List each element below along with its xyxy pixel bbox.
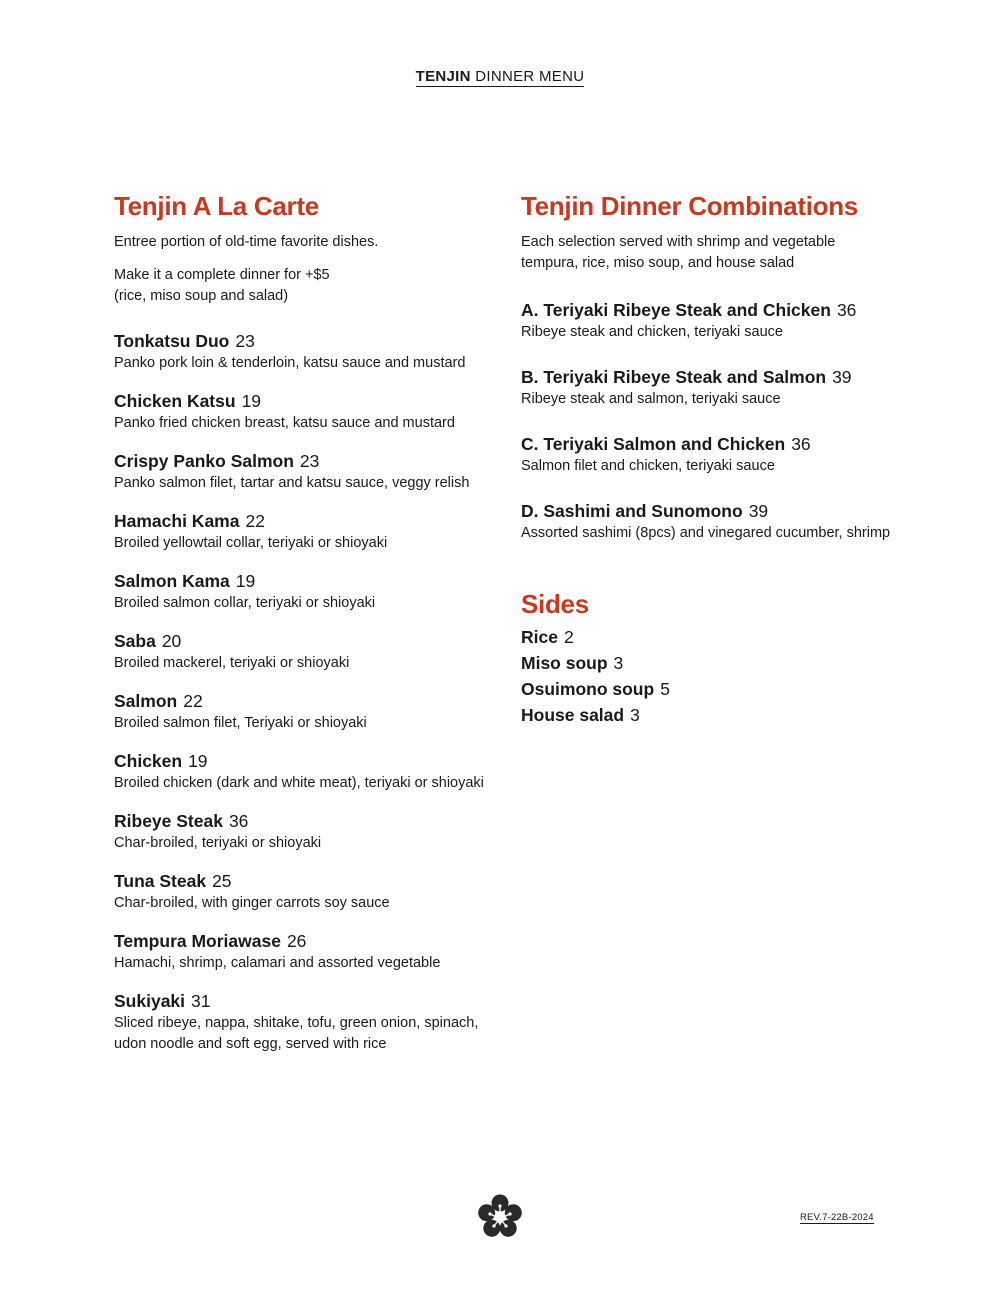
item-name: Osuimono soup [521, 679, 655, 699]
item-name: Crispy Panko Salmon [114, 451, 294, 471]
item-description-line-2: udon noodle and soft egg, served with rice [114, 1036, 387, 1052]
plum-blossom-crest-icon [477, 1194, 523, 1240]
menu-item [114, 869, 494, 914]
item-name: Tuna Steak [114, 871, 207, 891]
item-price: 36 [836, 300, 857, 320]
item-name: House salad [521, 705, 625, 725]
item-description-line-1: Sliced ribeye, nappa, shitake, tofu, green onion, spinach, [114, 1015, 479, 1031]
sides-title: Sides [521, 589, 589, 619]
item-name: Chicken Katsu [114, 391, 236, 411]
item-name: C. Teriyaki Salmon and Chicken [521, 434, 786, 454]
item-description: Panko fried chicken breast, katsu sauce and mustard [114, 415, 455, 431]
item-price: 36 [791, 434, 811, 454]
combination-item [521, 499, 921, 544]
item-description: Ribeye steak and chicken, teriyaki sauce [521, 324, 783, 340]
item-name: Chicken [114, 751, 183, 771]
menu-item [114, 569, 494, 614]
item-description: Broiled yellowtail collar, teriyaki or shioyaki [114, 535, 388, 551]
alacarte-intro: Entree portion of old-time favorite dishes. [114, 234, 379, 250]
menu-item [114, 629, 494, 674]
item-description: Broiled mackerel, teriyaki or shioyaki [114, 655, 350, 671]
item-name: Salmon Kama [114, 571, 230, 591]
combinations-intro-line-1: Each selection served with shrimp and vegetable [521, 234, 836, 250]
item-price: 19 [235, 571, 256, 591]
menu-item [114, 509, 494, 554]
item-name: Ribeye Steak [114, 811, 223, 831]
upgrade-line-1: Make it a complete dinner for +$5 [114, 267, 330, 283]
item-price: 20 [161, 631, 182, 651]
item-name: Hamachi Kama [114, 511, 240, 531]
item-name: Miso soup [521, 653, 608, 673]
item-description [114, 1013, 494, 1055]
revision-text: REV.7-22B-2024 [800, 1212, 874, 1223]
combination-item [521, 432, 921, 477]
item-price: 3 [613, 653, 624, 673]
item-description: Ribeye steak and salmon, teriyaki sauce [521, 391, 781, 407]
alacarte-upgrade-note [114, 265, 494, 307]
item-name: Salmon [114, 691, 178, 711]
item-description: Broiled chicken (dark and white meat), teriyaki or shioyaki [114, 775, 484, 791]
upgrade-line-2: (rice, miso soup and salad) [114, 288, 289, 304]
item-price: 31 [191, 991, 211, 1011]
page-header [0, 68, 1000, 85]
item-price: 19 [241, 391, 262, 411]
item-description: Hamachi, shrimp, calamari and assorted vegetable [114, 955, 441, 971]
item-price: 23 [235, 331, 255, 351]
item-name: Rice [521, 627, 558, 647]
item-price: 3 [630, 705, 640, 725]
item-name: A. Teriyaki Ribeye Steak and Chicken [521, 300, 831, 320]
item-description: Char-broiled, with ginger carrots soy sauce [114, 895, 390, 911]
item-description: Char-broiled, teriyaki or shioyaki [114, 835, 322, 851]
menu-item [114, 449, 494, 494]
item-price: 23 [299, 451, 320, 471]
combinations-section [521, 190, 921, 728]
item-price: 2 [563, 627, 574, 647]
header-brand: TENJIN [415, 68, 471, 85]
menu-item [114, 689, 494, 734]
item-name: Saba [114, 631, 156, 651]
item-description: Panko pork loin & tenderloin, katsu sauce and mustard [114, 355, 466, 371]
combination-item [521, 298, 921, 343]
combinations-intro [521, 232, 921, 274]
item-description: Assorted sashimi (8pcs) and vinegared cucumber, shrimp [521, 525, 891, 541]
item-description: Salmon filet and chicken, teriyaki sauce [521, 458, 775, 474]
alacarte-title: Tenjin A La Carte [114, 191, 319, 221]
menu-item [114, 809, 494, 854]
sides-section [521, 588, 921, 728]
revision-code [800, 1212, 874, 1223]
item-name: Tempura Moriawase [114, 931, 281, 951]
item-name: D. Sashimi and Sunomono [521, 501, 743, 521]
item-price: 19 [188, 751, 208, 771]
menu-item [114, 929, 494, 974]
combinations-intro-line-2: tempura, rice, miso soup, and house salad [521, 255, 795, 271]
menu-item [114, 989, 494, 1055]
item-price: 5 [660, 679, 670, 699]
side-item [521, 702, 921, 728]
item-description: Broiled salmon filet, Teriyaki or shioyaki [114, 715, 367, 731]
item-name: Sukiyaki [114, 991, 186, 1011]
item-description: Panko salmon filet, tartar and katsu sauce, veggy relish [114, 475, 470, 491]
item-price: 25 [212, 871, 232, 891]
combination-item [521, 365, 921, 410]
header-subtitle: DINNER MENU [475, 68, 585, 85]
item-price: 22 [183, 691, 203, 711]
side-item [521, 624, 921, 650]
combinations-title: Tenjin Dinner Combinations [521, 191, 858, 221]
item-price: 36 [228, 811, 249, 831]
menu-item [114, 389, 494, 434]
side-item [521, 650, 921, 676]
item-price: 22 [245, 511, 265, 531]
side-item [521, 676, 921, 702]
alacarte-section [114, 190, 494, 1070]
item-name: B. Teriyaki Ribeye Steak and Salmon [521, 367, 827, 387]
item-price: 39 [748, 501, 769, 521]
item-description: Broiled salmon collar, teriyaki or shioyaki [114, 595, 376, 611]
item-name: Tonkatsu Duo [114, 331, 230, 351]
item-price: 26 [286, 931, 307, 951]
item-price: 39 [832, 367, 852, 387]
menu-item [114, 749, 494, 794]
menu-item [114, 329, 494, 374]
